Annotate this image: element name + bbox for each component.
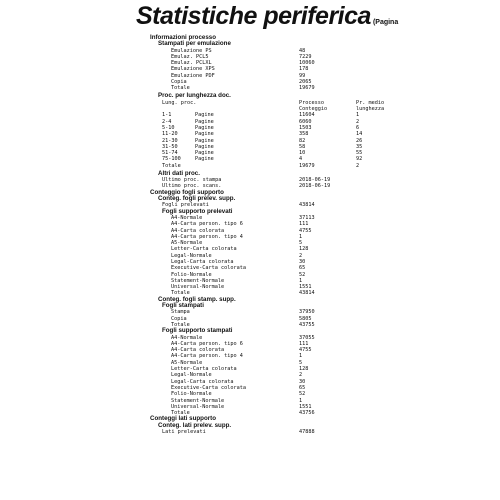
subsection-heading-text: Fogli stampati	[162, 302, 204, 310]
subsection-heading-text: Fogli supporto prelevati	[162, 207, 233, 215]
emulation-row-value: 19679	[299, 85, 315, 92]
emulation-row-label: Emulazione PS	[171, 47, 212, 54]
length-avg: 55	[356, 150, 363, 157]
page-title: Statistiche periferica	[136, 2, 371, 30]
printed-media-row-label: A5-Normale	[171, 359, 203, 366]
length-total-count: 19679	[299, 162, 315, 169]
last-job-row-value: 2018-06-19	[299, 183, 331, 190]
emulation-row-label: Emulaz. PCLXL	[171, 60, 212, 67]
fed-media-row-value: 5	[299, 240, 303, 247]
subsection-heading-text: Fogli supporto stampati	[162, 327, 233, 335]
printed-media-row-value: 128	[299, 366, 309, 373]
subsection-heading-text: Conteg. fogli stamp. supp.	[158, 295, 236, 303]
fed-media-row-label: A5-Normale	[171, 240, 203, 247]
emulation-row	[0, 85, 500, 91]
length-col-header: Lung. proc.	[162, 99, 197, 106]
length-range: 11-20	[162, 131, 178, 138]
length-avg: 35	[356, 143, 363, 150]
printed-row-label: Copia	[171, 315, 187, 322]
emulation-row-label: Emulazione PDF	[171, 72, 215, 79]
length-range: 5-10	[162, 124, 175, 131]
length-avg: 6	[356, 124, 360, 131]
length-range: 2-4	[162, 118, 172, 125]
length-range: 21-30	[162, 137, 178, 144]
page-title-suffix: (Pagina	[372, 19, 399, 26]
emulation-row-value: 99	[299, 72, 306, 79]
fed-media-row-label: Letter-Carta colorata	[171, 246, 237, 253]
printed-media-row-label: Universal-Normale	[171, 403, 225, 410]
sheets-fed-value: 43814	[299, 202, 315, 209]
length-range: 31-50	[162, 143, 178, 150]
fed-media-row-value: 65	[299, 265, 306, 272]
length-unit: Pagine	[195, 137, 214, 144]
length-range: 75-100	[162, 156, 181, 163]
section-heading-text: Informazioni processo	[150, 34, 217, 41]
fed-media-row-label: Totale	[171, 290, 190, 297]
printed-media-row-value: 65	[299, 384, 306, 391]
printed-media-row-label: A4-Carta colorata	[171, 347, 225, 354]
subsection-heading-text: Stampati per emulazione	[158, 40, 231, 48]
emulation-row-value: 2065	[299, 79, 312, 86]
length-unit: Pagine	[195, 143, 214, 150]
subsection-heading-text: Conteg. lati prelev. supp.	[158, 421, 232, 429]
printed-row-value: 5805	[299, 315, 312, 322]
fed-media-row-label: Executive-Carta colorata	[171, 265, 246, 272]
fed-media-row-label: A4-Carta person. tipo 4	[171, 233, 243, 240]
printed-media-row-value: 52	[299, 391, 306, 398]
fed-media-row-label: Legal-Carta colorata	[171, 258, 234, 265]
section-heading-text: Conteggi lati supporto	[150, 415, 216, 423]
length-avg: 92	[356, 156, 363, 163]
avg-col-header: Pr. medio	[356, 99, 385, 106]
fed-media-row-value: 1	[299, 277, 303, 284]
count-col-header: Conteggio	[299, 106, 328, 113]
printed-media-row-label: Totale	[171, 410, 190, 417]
printed-media-row-value: 4755	[299, 347, 312, 354]
emulation-row-label: Totale	[171, 85, 190, 92]
printed-media-row-label: Folio-Normale	[171, 391, 212, 398]
avg-col-header: lunghezza	[356, 106, 385, 113]
length-unit: Pagine	[195, 124, 214, 131]
subsection-heading-text: Altri dati proc.	[158, 169, 200, 177]
fed-media-row-value: 43814	[299, 290, 315, 297]
emulation-row-value: 178	[299, 66, 309, 73]
length-count: 358	[299, 131, 309, 138]
printed-media-row-value: 1	[299, 353, 303, 360]
printed-media-row-value: 1551	[299, 403, 312, 410]
length-count: 10	[299, 150, 306, 157]
fed-media-row-value: 30	[299, 258, 306, 265]
length-count: 82	[299, 137, 306, 144]
last-job-row-label: Ultimo proc. stampa	[162, 177, 222, 184]
printed-media-row-label: Letter-Carta colorata	[171, 366, 237, 373]
length-range: 1-1	[162, 112, 172, 119]
length-unit: Pagine	[195, 112, 214, 119]
printed-media-row-label: Executive-Carta colorata	[171, 384, 246, 391]
fed-media-row-value: 4755	[299, 227, 312, 234]
length-avg: 26	[356, 137, 363, 144]
count-col-header: Processo	[299, 99, 324, 106]
emulation-row-value: 10060	[299, 60, 315, 67]
printed-media-row-value: 2	[299, 372, 303, 379]
length-total-label: Totale	[162, 162, 181, 169]
fed-media-row-label: A4-Carta person. tipo 6	[171, 221, 243, 228]
emulation-row-label: Copia	[171, 79, 187, 86]
printed-media-row-value: 43756	[299, 410, 315, 417]
length-table-header	[0, 100, 500, 113]
length-count: 58	[299, 143, 306, 150]
printed-row-label: Totale	[171, 321, 190, 328]
sheets-fed-label: Fogli prelevati	[162, 202, 209, 209]
emulation-row-label: Emulazione XPS	[171, 66, 215, 73]
fed-media-row-value: 1	[299, 233, 303, 240]
printed-media-row-label: A4-Carta person. tipo 4	[171, 353, 243, 360]
emulation-row-value: 48	[299, 47, 306, 54]
subsection-heading-text: Proc. per lunghezza doc.	[158, 92, 231, 100]
length-avg: 2	[356, 118, 360, 125]
section-heading-text: Conteggio fogli supporto	[150, 188, 224, 196]
length-avg: 14	[356, 131, 363, 138]
length-count: 6060	[299, 118, 312, 125]
printed-media-row-value: 111	[299, 340, 309, 347]
last-job-row-label: Ultimo proc. scans.	[162, 183, 222, 190]
length-avg: 1	[356, 112, 360, 119]
length-count: 11604	[299, 112, 315, 119]
printed-media-row-label: A4-Normale	[171, 334, 203, 341]
length-range: 51-74	[162, 150, 178, 157]
fed-media-row-label: A4-Normale	[171, 214, 203, 221]
length-count: 4	[299, 156, 303, 163]
report-body	[0, 35, 500, 435]
printed-media-row-label: Legal-Carta colorata	[171, 378, 234, 385]
fed-media-row-value: 52	[299, 271, 306, 278]
fed-media-row-value: 2	[299, 252, 303, 259]
printed-row-label: Stampa	[171, 309, 190, 316]
printed-row-value: 43755	[299, 321, 315, 328]
fed-media-row-label: Statement-Normale	[171, 277, 225, 284]
length-total-avg: 2	[356, 162, 360, 169]
fed-media-row-label: Universal-Normale	[171, 284, 225, 291]
fed-media-row-value: 37113	[299, 214, 315, 221]
sides-row-value: 47888	[299, 429, 315, 435]
sides-row	[0, 429, 500, 435]
printed-media-row-value: 1	[299, 397, 303, 404]
printed-media-row-label: A4-Carta person. tipo 6	[171, 340, 243, 347]
last-job-row-value: 2018-06-19	[299, 177, 331, 184]
printed-media-row-value: 30	[299, 378, 306, 385]
report-header	[136, 2, 398, 31]
printed-media-row-value: 5	[299, 359, 303, 366]
sides-row-label: Lati prelevati	[162, 429, 206, 435]
fed-media-row-value: 1551	[299, 284, 312, 291]
printed-media-row-value: 37055	[299, 334, 315, 341]
fed-media-row-value: 111	[299, 221, 309, 228]
length-total-row	[0, 163, 500, 169]
fed-media-row-label: Folio-Normale	[171, 271, 212, 278]
emulation-row-value: 7229	[299, 53, 312, 60]
length-unit: Pagine	[195, 118, 214, 125]
fed-media-row-label: A4-Carta colorata	[171, 227, 225, 234]
fed-media-row-value: 128	[299, 246, 309, 253]
printed-row-value: 37950	[299, 309, 315, 316]
printed-media-row-label: Statement-Normale	[171, 397, 225, 404]
length-unit: Pagine	[195, 131, 214, 138]
printed-media-row-label: Legal-Normale	[171, 372, 212, 379]
emulation-row-label: Emulaz. PCL5	[171, 53, 209, 60]
length-count: 1503	[299, 124, 312, 131]
subsection-heading-text: Conteg. fogli prelev. supp.	[158, 195, 236, 203]
length-unit: Pagine	[195, 150, 214, 157]
fed-media-row-label: Legal-Normale	[171, 252, 212, 259]
length-unit: Pagine	[195, 156, 214, 163]
